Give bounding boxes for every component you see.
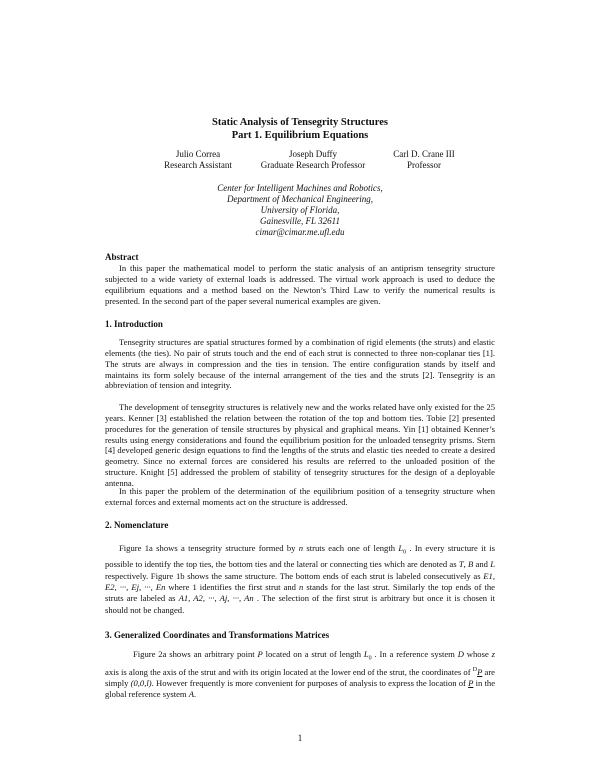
page-number: 1 xyxy=(297,733,303,743)
paper-title-line-1: Static Analysis of Tensegrity Structures xyxy=(212,117,388,128)
author-role: Research Assistant xyxy=(164,160,232,170)
author-1 xyxy=(133,149,263,171)
author-name: Julio Correa xyxy=(175,149,221,159)
author-role: Graduate Research Professor xyxy=(260,160,366,170)
intro-paragraph-3: In this paper the problem of the determination of the equilibrium position of a tensegrity structure when external forces and external moments act on the structure is addressed. xyxy=(105,486,495,507)
author-name: Carl D. Crane III xyxy=(393,149,455,159)
intro-paragraph-1: Tensegrity structures are spatial structures formed by a combination of rigid elements (the struts) and elastic elements (the ties). No pair of struts touch and the end of each strut is connected to three non-coplanar ties [1]. The struts are always in compression and the ties in tension. The entire configuration stands by itself and maintains its form solely because of the internal arrangement of the ties and the struts [2]. Tensegrity is an abbreviation of tension and integrity. xyxy=(105,337,495,391)
affiliation-email: cimar@cimar.me.ufl.edu xyxy=(255,227,345,237)
affiliation-line-4: Gainesville, FL 32611 xyxy=(260,216,340,226)
coordinates-paragraph: Figure 2a shows an arbitrary point P located on a strut of length $L_0$ . In a reference system D whose z axis is along the axis of the strut and with its origin located at the lower end of the strut, the coordinates of $^D$P are simply (0,0,l). However frequently is more convenient for purposes of analysis to express the location of P in the global reference system A. xyxy=(105,649,496,700)
author-name: Joseph Duffy xyxy=(288,149,338,159)
section-heading-introduction: 1. Introduction xyxy=(105,319,163,329)
abstract-text: In this paper the mathematical model to perform the static analysis of an antiprism tensegrity structure subjected to a wide variety of external loads is addressed. The virtual work approach is used to deduce the equilibrium equations and a method based on the Newton’s Third Law to verify the numerical results is presented. In the second part of the paper several numerical examples are given. xyxy=(105,263,495,306)
affiliation-line-3: University of Florida, xyxy=(260,205,340,215)
section-heading-nomenclature: 2. Nomenclature xyxy=(105,520,169,530)
paper-title-line-2: Part 1. Equilibrium Equations xyxy=(231,130,369,141)
author-3 xyxy=(359,149,489,171)
abstract-heading: Abstract xyxy=(105,252,139,262)
intro-paragraph-2: The development of tensegrity structures is relatively new and the works related have only existed for the 25 years. Kenner [3] established the relation between the rotation of the top and bottom ties. Tobie [2] presented procedures for the generation of tensile structures by physical and graphical means. Yin [1] obtained Kenner’s results using energy considerations and found the equilibrium position for the unloaded tensegrity prisms. Stern [4] developed generic design equations to find the lengths of the struts and elastic ties needed to create a desired geometry. Since no external forces are considered his results are referred to the unloaded position of the structure. Knight [5] addressed the problem of stability of tensegrity structures for the design of a deployable antenna. xyxy=(105,402,495,488)
nomenclature-paragraph: Figure 1a shows a tensegrity structure formed by n struts each one of length $L_0$ . In every structure it is possible to identify the top ties, the bottom ties and the lateral or connecting ties which are denoted as T, B and L respectively. Figure 1b shows the same structure. The bottom ends of each strut is labeled consecutively as E1, E2, ···, Ej, ···, En where 1 identifies the first strut and n stands for the last strut. Similarly the top ends of the struts are labeled as A1, A2, ···, Aj, ···, An . The selection of the first strut is arbitrary but once it is chosen it should not be changed. xyxy=(105,543,495,615)
section-heading-generalized-coordinates: 3. Generalized Coordinates and Transformations Matrices xyxy=(105,630,330,640)
affiliation-line-1: Center for Intelligent Machines and Robotics, xyxy=(217,183,383,193)
author-role: Professor xyxy=(407,160,441,170)
affiliation-line-2: Department of Mechanical Engineering, xyxy=(227,194,373,204)
